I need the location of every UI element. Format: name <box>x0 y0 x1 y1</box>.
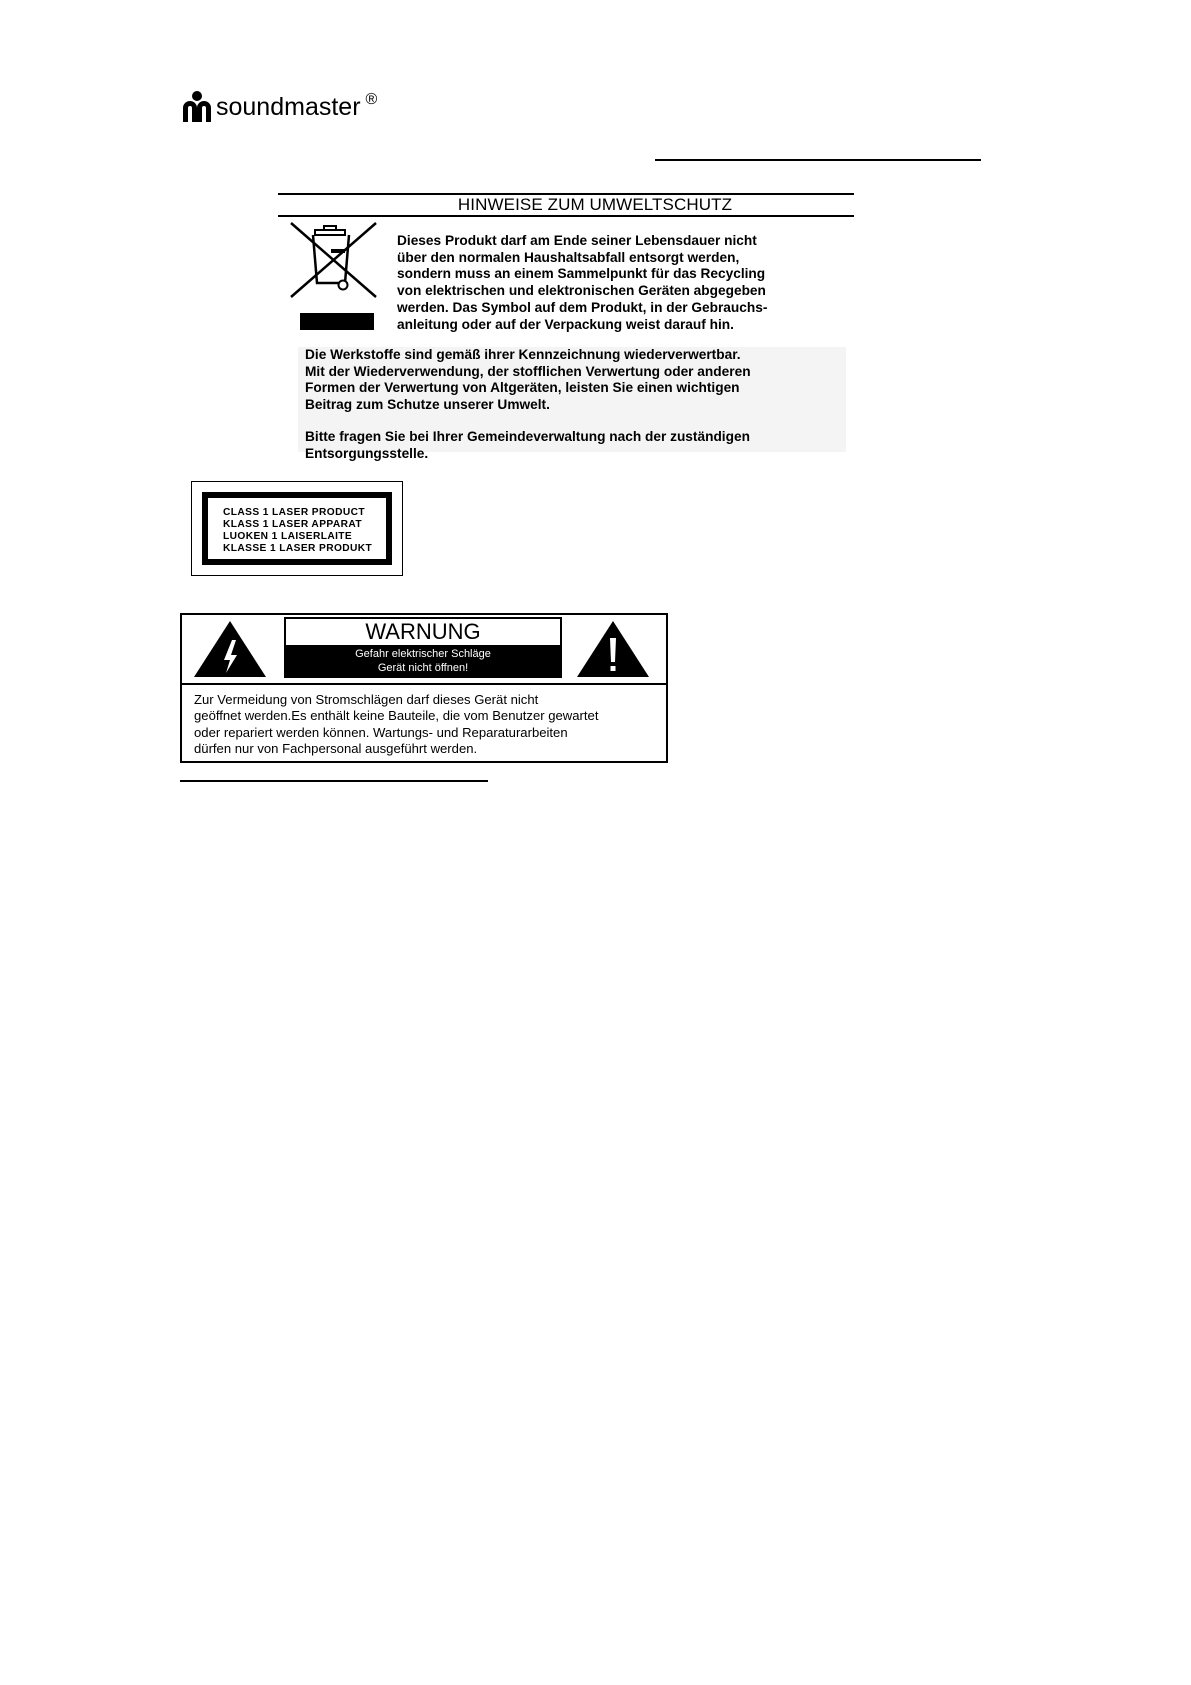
text-line: dürfen nur von Fachpersonal ausgeführt werden. <box>194 741 478 757</box>
laser-label <box>202 492 392 565</box>
text-line: Dieses Produkt darf am Ende seiner Lebensdauer nicht <box>397 233 757 248</box>
laser-label-line: CLASS 1 LASER PRODUCT <box>223 507 365 518</box>
crossed-out-wheelie-bin-icon <box>288 220 380 300</box>
text-line: Bitte fragen Sie bei Ihrer Gemeindeverwaltung nach der zuständigen <box>305 429 750 444</box>
warning-subtitle-line: Gefahr elektrischer Schläge <box>355 648 491 660</box>
bin-underline-bar <box>300 313 374 330</box>
text-line: Entsorgungsstelle. <box>305 445 429 461</box>
text-line: werden. Das Symbol auf dem Produkt, in der Gebrauchs- <box>397 299 768 315</box>
warning-body <box>194 692 664 758</box>
laser-label-line: KLASSE 1 LASER PRODUKT <box>223 543 373 554</box>
env-paragraph-3 <box>305 429 850 462</box>
text-line: oder repariert werden können. Wartungs- und Reparaturarbeiten <box>194 724 568 740</box>
env-heading: HINWEISE ZUM UMWELTSCHUTZ <box>457 195 733 214</box>
text-line: Mit der Wiederverwendung, der stofflichen Verwertung oder anderen <box>305 363 751 379</box>
text-line: Zur Vermeidung von Stromschlägen darf dieses Gerät nicht <box>194 692 539 707</box>
header-rule <box>655 159 981 161</box>
text-line: über den normalen Haushaltsabfall entsorgt werden, <box>397 249 740 265</box>
text-line: von elektrischen und elektronischen Geräten abgegeben <box>397 283 766 299</box>
warning-subtitle-line: Gerät nicht öffnen! <box>377 661 469 674</box>
warning-title: WARNUNG <box>284 617 562 647</box>
text-line: geöffnet werden.Es enthält keine Bauteile, die vom Benutzer gewartet <box>194 708 599 724</box>
text-line: Die Werkstoffe sind gemäß ihrer Kennzeichnung wiederverwertbar. <box>305 347 741 362</box>
warning-separator <box>180 683 668 685</box>
brand-name: soundmaster <box>216 93 361 121</box>
brand-logo <box>180 90 377 126</box>
text-line: anleitung oder auf der Verpackung weist darauf hin. <box>397 316 734 332</box>
text-line: Formen der Verwertung von Altgeräten, leisten Sie einen wichtigen <box>305 380 740 396</box>
registered-mark: ® <box>365 91 378 108</box>
warning-subtitle <box>284 647 562 678</box>
laser-label-line: LUOKEN 1 LAISERLAITE <box>223 531 353 542</box>
env-heading-rule <box>278 215 854 217</box>
high-voltage-triangle-icon <box>193 620 267 678</box>
footer-rule <box>180 780 488 782</box>
soundmaster-logo-icon <box>180 90 214 124</box>
text-line: sondern muss an einem Sammelpunkt für das Recycling <box>397 266 766 282</box>
text-line: Beitrag zum Schutze unserer Umwelt. <box>305 396 550 412</box>
env-paragraph-2 <box>305 347 850 413</box>
env-paragraph-1 <box>397 233 837 333</box>
exclamation-triangle-icon <box>576 620 650 678</box>
laser-label-line: KLASS 1 LASER APPARAT <box>223 519 362 530</box>
